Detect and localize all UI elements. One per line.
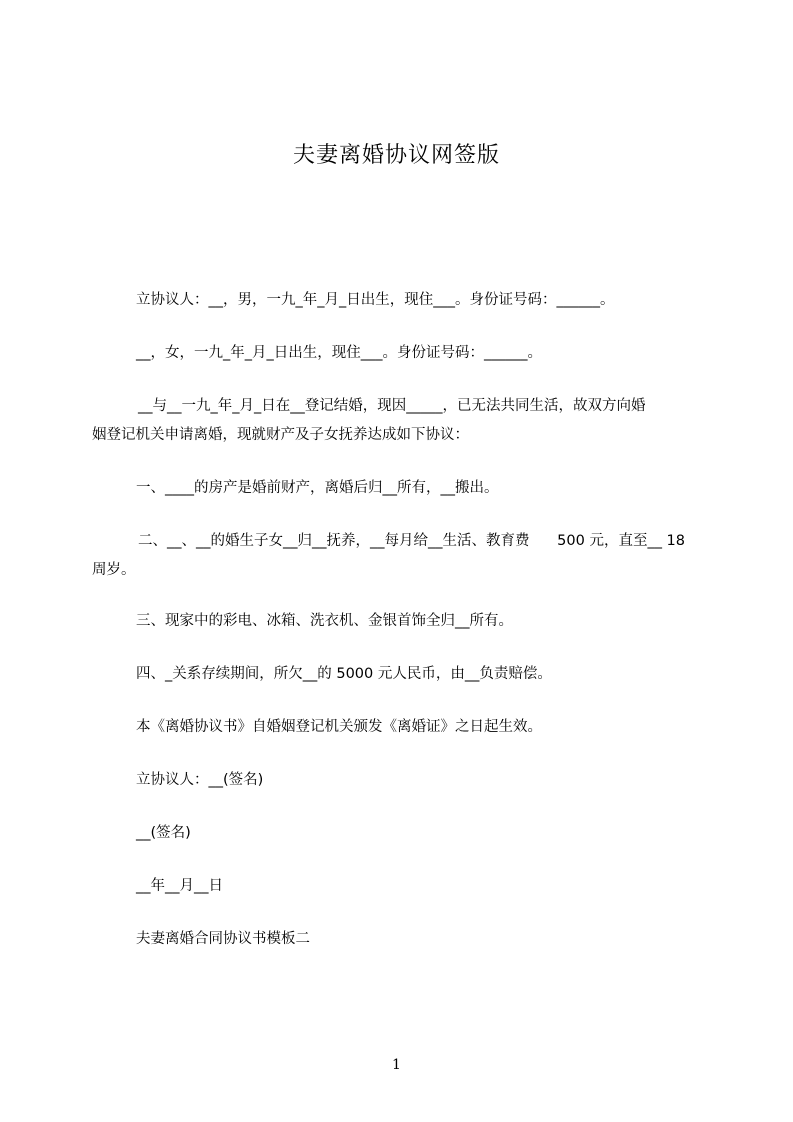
paragraph-signature-b [104,818,704,849]
paragraph-clause-4 [104,659,704,690]
paragraph-text: __年__月__日 [136,878,223,894]
paragraph-text: 立协议人：__(签名) [136,772,264,788]
paragraph-text: 本《离婚协议书》自婚姻登记机关颁发《离婚证》之日起生效。 [136,719,542,735]
paragraph-text: 二、__、__的婚生子女__归__抚养，__每月给__生活、教育费 500 元，直至__ 18 [138,533,685,549]
paragraph-template-two [104,924,704,955]
paragraph-effective [104,712,704,743]
paragraph-party-b [104,338,704,369]
paragraph-clause-3 [104,606,704,637]
paragraph-party-a [104,285,704,316]
paragraph-text: 立协议人：__，男，一九_年_月_日出生，现住___。身份证号码：______。 [136,292,615,308]
paragraph-text: 夫妻离婚合同协议书模板二 [136,931,310,947]
paragraph-text: __(签名) [136,825,191,841]
paragraph-signature-a [104,765,704,796]
paragraph-date [104,871,704,902]
paragraph-clause-2 [104,526,704,557]
paragraph-text: 三、现家中的彩电、冰箱、洗衣机、金银首饰全归__所有。 [136,613,513,629]
paragraph-text: 四、_关系存续期间，所欠__的 5000 元人民币，由__负责赔偿。 [136,666,552,682]
page-number: 1 [392,1057,401,1073]
paragraph-marriage-info [104,391,704,422]
paragraph-text: 周岁。 [92,562,136,578]
paragraph-text: __，女，一九_年_月_日出生，现住___。身份证号码：______。 [136,345,542,361]
paragraph-clause-2-cont [92,555,692,586]
paragraph-clause-1 [104,473,704,504]
paragraph-text: 姻登记机关申请离婚，现就财产及子女抚养达成如下协议： [92,427,469,443]
paragraph-text: __与__一九_年_月_日在__登记结婚，现因_____，已无法共同生活，故双方向婚 [138,398,646,414]
document-title: 夫妻离婚协议网签版 [292,143,500,168]
paragraph-text: 一、____的房产是婚前财产，离婚后归__所有，__搬出。 [136,480,499,496]
paragraph-marriage-info-cont [92,420,692,451]
